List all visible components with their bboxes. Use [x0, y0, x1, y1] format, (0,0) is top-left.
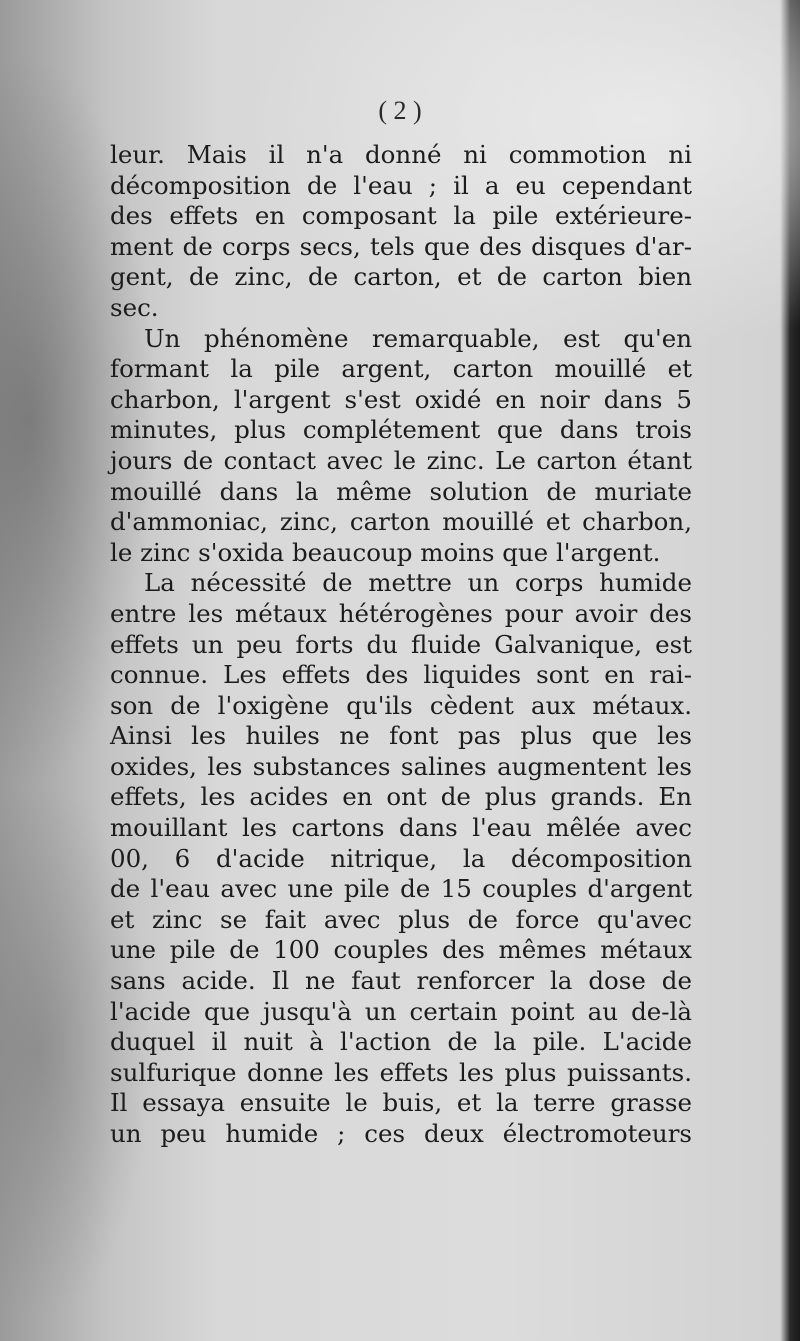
- text-line: gent, de zinc, de carton, et de carton bien: [110, 262, 692, 292]
- text-line: mouillant les cartons dans l'eau mêlée avec: [110, 813, 692, 843]
- text-line: des effets en composant la pile extérieure-: [110, 201, 692, 231]
- text-line: jours de contact avec le zinc. Le carton étant: [110, 445, 692, 475]
- text-line: un peu humide ; ces deux électromoteurs: [110, 1119, 692, 1148]
- text-line: sans acide. Il ne faut renforcer la dose de: [110, 966, 692, 996]
- text-line: sec.: [110, 292, 159, 322]
- body-text: [110, 140, 692, 1150]
- text-line: formant la pile argent, carton mouillé et: [110, 354, 692, 384]
- page-number: ( 2 ): [378, 96, 422, 125]
- text-line: La nécessité de mettre un corps humide: [144, 568, 692, 598]
- text-line: connue. Les effets des liquides sont en rai-: [110, 660, 692, 690]
- text-line: mouillé dans la même solution de muriate: [110, 476, 692, 506]
- text-line: son de l'oxigène qu'ils cèdent aux métaux.: [110, 690, 692, 720]
- text-line: sulfurique donne les effets les plus puissants.: [110, 1057, 692, 1087]
- text-line: Ainsi les huiles ne font pas plus que les: [110, 721, 692, 751]
- text-line: l'acide que jusqu'à un certain point au de-là: [110, 996, 692, 1026]
- text-line: Il essaya ensuite le buis, et la terre grasse: [110, 1088, 692, 1118]
- text-line: leur. Mais il n'a donné ni commotion ni: [110, 140, 692, 169]
- text-line: effets un peu forts du fluide Galvanique, est: [110, 629, 692, 659]
- text-line: le zinc s'oxida beaucoup moins que l'argent.: [110, 537, 661, 567]
- text-line: charbon, l'argent s'est oxidé en noir dans 5: [110, 384, 692, 414]
- text-line: entre les métaux hétérogènes pour avoir des: [110, 598, 692, 628]
- text-line: oxides, les substances salines augmentent les: [110, 751, 692, 781]
- text-line: d'ammoniac, zinc, carton mouillé et charbon,: [110, 507, 692, 537]
- text-line: effets, les acides en ont de plus grands. En: [110, 782, 692, 812]
- text-line: une pile de 100 couples des mêmes métaux: [110, 935, 692, 965]
- text-line: Un phénomène remarquable, est qu'en: [144, 323, 692, 353]
- text-line: et zinc se fait avec plus de force qu'avec: [110, 904, 692, 934]
- text-line: décomposition de l'eau ; il a eu cependant: [110, 170, 692, 200]
- text-line: minutes, plus complétement que dans trois: [110, 415, 692, 445]
- text-line: 00, 6 d'acide nitrique, la décomposition: [110, 843, 692, 873]
- text-line: ment de corps secs, tels que des disques d'ar-: [110, 231, 692, 261]
- text-line: de l'eau avec une pile de 15 couples d'argent: [110, 874, 692, 904]
- text-line: duquel il nuit à l'action de la pile. L'acide: [110, 1027, 692, 1057]
